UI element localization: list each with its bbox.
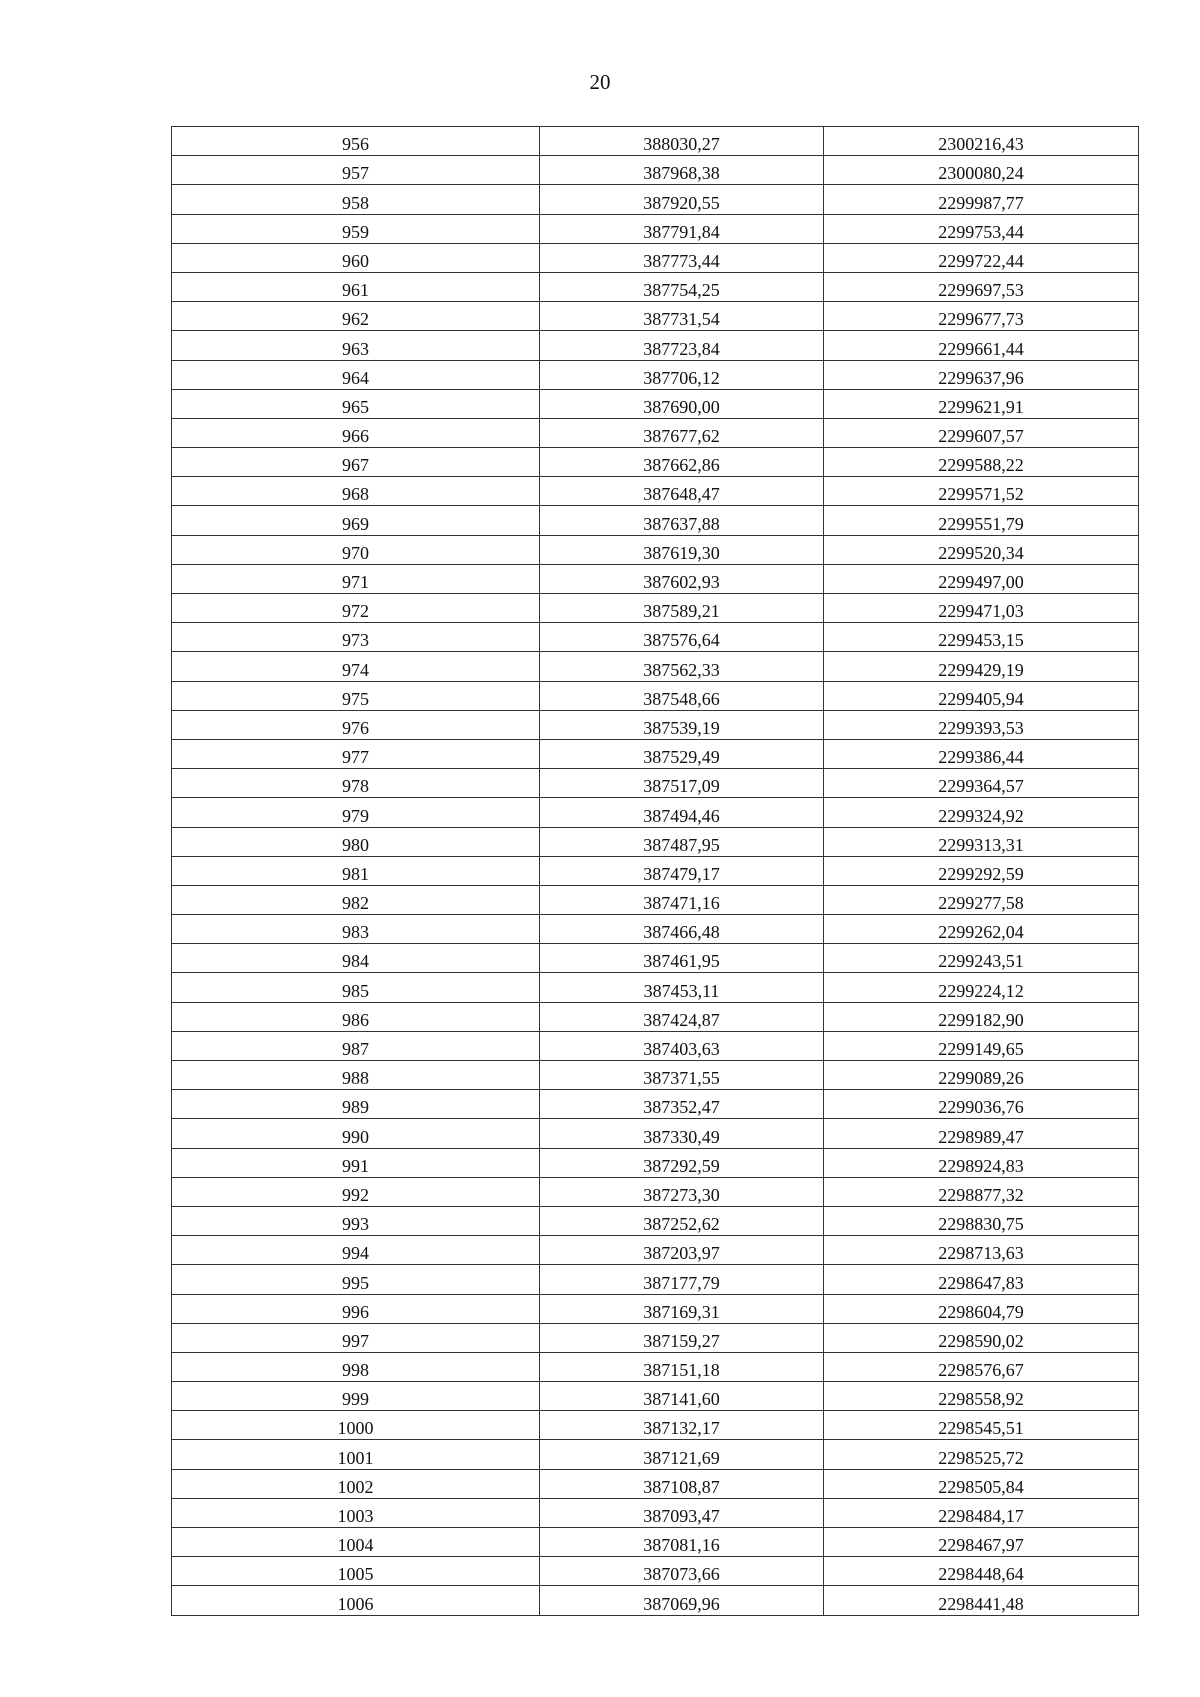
y-coordinate-cell: 2299753,44: [824, 214, 1139, 243]
x-coordinate-cell: 387466,48: [540, 915, 824, 944]
table-row: [172, 156, 1139, 185]
x-coordinate-cell: 387791,84: [540, 214, 824, 243]
table-row: [172, 535, 1139, 564]
y-coordinate-cell: 2298448,64: [824, 1557, 1139, 1586]
y-coordinate-cell: 2299277,58: [824, 885, 1139, 914]
coordinates-table-body: [172, 127, 1139, 1616]
x-coordinate-cell: 387273,30: [540, 1177, 824, 1206]
y-coordinate-cell: 2299386,44: [824, 739, 1139, 768]
x-coordinate-cell: 387252,62: [540, 1206, 824, 1235]
x-coordinate-cell: 387403,63: [540, 1031, 824, 1060]
point-number-cell: 972: [172, 594, 540, 623]
point-number-cell: 978: [172, 769, 540, 798]
table-row: [172, 1294, 1139, 1323]
point-number-cell: 962: [172, 302, 540, 331]
point-number-cell: 987: [172, 1031, 540, 1060]
table-row: [172, 1119, 1139, 1148]
x-coordinate-cell: 387494,46: [540, 798, 824, 827]
y-coordinate-cell: 2298830,75: [824, 1206, 1139, 1235]
y-coordinate-cell: 2299588,22: [824, 448, 1139, 477]
y-coordinate-cell: 2299149,65: [824, 1031, 1139, 1060]
x-coordinate-cell: 387706,12: [540, 360, 824, 389]
x-coordinate-cell: 387121,69: [540, 1440, 824, 1469]
table-row: [172, 710, 1139, 739]
y-coordinate-cell: 2298989,47: [824, 1119, 1139, 1148]
table-row: [172, 127, 1139, 156]
table-row: [172, 1498, 1139, 1527]
x-coordinate-cell: 387069,96: [540, 1586, 824, 1615]
x-coordinate-cell: 387548,66: [540, 681, 824, 710]
table-row: [172, 1148, 1139, 1177]
point-number-cell: 959: [172, 214, 540, 243]
x-coordinate-cell: 387723,84: [540, 331, 824, 360]
x-coordinate-cell: 387576,64: [540, 623, 824, 652]
y-coordinate-cell: 2299313,31: [824, 827, 1139, 856]
y-coordinate-cell: 2298505,84: [824, 1469, 1139, 1498]
y-coordinate-cell: 2298647,83: [824, 1265, 1139, 1294]
table-row: [172, 506, 1139, 535]
table-row: [172, 1557, 1139, 1586]
table-row: [172, 915, 1139, 944]
point-number-cell: 997: [172, 1323, 540, 1352]
y-coordinate-cell: 2299697,53: [824, 272, 1139, 301]
point-number-cell: 990: [172, 1119, 540, 1148]
y-coordinate-cell: 2299520,34: [824, 535, 1139, 564]
y-coordinate-cell: 2299571,52: [824, 477, 1139, 506]
y-coordinate-cell: 2298441,48: [824, 1586, 1139, 1615]
point-number-cell: 996: [172, 1294, 540, 1323]
y-coordinate-cell: 2299262,04: [824, 915, 1139, 944]
y-coordinate-cell: 2298484,17: [824, 1498, 1139, 1527]
x-coordinate-cell: 387352,47: [540, 1090, 824, 1119]
point-number-cell: 998: [172, 1352, 540, 1381]
x-coordinate-cell: 387330,49: [540, 1119, 824, 1148]
y-coordinate-cell: 2299393,53: [824, 710, 1139, 739]
point-number-cell: 1004: [172, 1528, 540, 1557]
table-row: [172, 185, 1139, 214]
point-number-cell: 966: [172, 418, 540, 447]
y-coordinate-cell: 2298924,83: [824, 1148, 1139, 1177]
point-number-cell: 965: [172, 389, 540, 418]
x-coordinate-cell: 387517,09: [540, 769, 824, 798]
x-coordinate-cell: 387731,54: [540, 302, 824, 331]
table-row: [172, 885, 1139, 914]
point-number-cell: 1002: [172, 1469, 540, 1498]
y-coordinate-cell: 2298713,63: [824, 1236, 1139, 1265]
point-number-cell: 986: [172, 1002, 540, 1031]
y-coordinate-cell: 2298877,32: [824, 1177, 1139, 1206]
x-coordinate-cell: 387487,95: [540, 827, 824, 856]
x-coordinate-cell: 387371,55: [540, 1061, 824, 1090]
y-coordinate-cell: 2298467,97: [824, 1528, 1139, 1557]
table-row: [172, 856, 1139, 885]
point-number-cell: 976: [172, 710, 540, 739]
y-coordinate-cell: 2299497,00: [824, 564, 1139, 593]
point-number-cell: 975: [172, 681, 540, 710]
y-coordinate-cell: 2299722,44: [824, 243, 1139, 272]
table-row: [172, 739, 1139, 768]
x-coordinate-cell: 387773,44: [540, 243, 824, 272]
y-coordinate-cell: 2299471,03: [824, 594, 1139, 623]
point-number-cell: 958: [172, 185, 540, 214]
table-row: [172, 448, 1139, 477]
point-number-cell: 982: [172, 885, 540, 914]
x-coordinate-cell: 387424,87: [540, 1002, 824, 1031]
table-row: [172, 1352, 1139, 1381]
x-coordinate-cell: 387461,95: [540, 944, 824, 973]
point-number-cell: 989: [172, 1090, 540, 1119]
point-number-cell: 1005: [172, 1557, 540, 1586]
point-number-cell: 992: [172, 1177, 540, 1206]
x-coordinate-cell: 387471,16: [540, 885, 824, 914]
y-coordinate-cell: 2299453,15: [824, 623, 1139, 652]
coordinates-table: [171, 126, 1139, 1616]
x-coordinate-cell: 387648,47: [540, 477, 824, 506]
table-row: [172, 1323, 1139, 1352]
table-row: [172, 331, 1139, 360]
y-coordinate-cell: 2299292,59: [824, 856, 1139, 885]
y-coordinate-cell: 2299364,57: [824, 769, 1139, 798]
point-number-cell: 967: [172, 448, 540, 477]
table-row: [172, 243, 1139, 272]
point-number-cell: 977: [172, 739, 540, 768]
y-coordinate-cell: 2298590,02: [824, 1323, 1139, 1352]
point-number-cell: 994: [172, 1236, 540, 1265]
point-number-cell: 985: [172, 973, 540, 1002]
point-number-cell: 971: [172, 564, 540, 593]
table-row: [172, 1236, 1139, 1265]
y-coordinate-cell: 2298604,79: [824, 1294, 1139, 1323]
y-coordinate-cell: 2299677,73: [824, 302, 1139, 331]
x-coordinate-cell: 387754,25: [540, 272, 824, 301]
y-coordinate-cell: 2298576,67: [824, 1352, 1139, 1381]
y-coordinate-cell: 2299551,79: [824, 506, 1139, 535]
y-coordinate-cell: 2299182,90: [824, 1002, 1139, 1031]
x-coordinate-cell: 387529,49: [540, 739, 824, 768]
y-coordinate-cell: 2299661,44: [824, 331, 1139, 360]
point-number-cell: 983: [172, 915, 540, 944]
table-row: [172, 1440, 1139, 1469]
x-coordinate-cell: 387662,86: [540, 448, 824, 477]
table-row: [172, 1382, 1139, 1411]
point-number-cell: 1001: [172, 1440, 540, 1469]
table-row: [172, 477, 1139, 506]
x-coordinate-cell: 387690,00: [540, 389, 824, 418]
table-row: [172, 360, 1139, 389]
x-coordinate-cell: 387677,62: [540, 418, 824, 447]
table-row: [172, 302, 1139, 331]
table-row: [172, 944, 1139, 973]
point-number-cell: 999: [172, 1382, 540, 1411]
point-number-cell: 957: [172, 156, 540, 185]
x-coordinate-cell: 387151,18: [540, 1352, 824, 1381]
x-coordinate-cell: 387093,47: [540, 1498, 824, 1527]
x-coordinate-cell: 387108,87: [540, 1469, 824, 1498]
point-number-cell: 991: [172, 1148, 540, 1177]
x-coordinate-cell: 387177,79: [540, 1265, 824, 1294]
x-coordinate-cell: 387453,11: [540, 973, 824, 1002]
y-coordinate-cell: 2299607,57: [824, 418, 1139, 447]
table-row: [172, 623, 1139, 652]
y-coordinate-cell: 2299243,51: [824, 944, 1139, 973]
table-row: [172, 681, 1139, 710]
table-row: [172, 1469, 1139, 1498]
table-row: [172, 1528, 1139, 1557]
y-coordinate-cell: 2299036,76: [824, 1090, 1139, 1119]
table-row: [172, 1031, 1139, 1060]
y-coordinate-cell: 2299224,12: [824, 973, 1139, 1002]
point-number-cell: 974: [172, 652, 540, 681]
x-coordinate-cell: 387920,55: [540, 185, 824, 214]
x-coordinate-cell: 387292,59: [540, 1148, 824, 1177]
table-row: [172, 1586, 1139, 1615]
page-number: 20: [589, 70, 611, 94]
point-number-cell: 1003: [172, 1498, 540, 1527]
table-row: [172, 418, 1139, 447]
point-number-cell: 970: [172, 535, 540, 564]
y-coordinate-cell: 2298558,92: [824, 1382, 1139, 1411]
point-number-cell: 988: [172, 1061, 540, 1090]
x-coordinate-cell: 387968,38: [540, 156, 824, 185]
y-coordinate-cell: 2299637,96: [824, 360, 1139, 389]
x-coordinate-cell: 388030,27: [540, 127, 824, 156]
point-number-cell: 993: [172, 1206, 540, 1235]
x-coordinate-cell: 387159,27: [540, 1323, 824, 1352]
y-coordinate-cell: 2300216,43: [824, 127, 1139, 156]
x-coordinate-cell: 387602,93: [540, 564, 824, 593]
table-row: [172, 1061, 1139, 1090]
table-row: [172, 1002, 1139, 1031]
point-number-cell: 960: [172, 243, 540, 272]
point-number-cell: 956: [172, 127, 540, 156]
table-row: [172, 973, 1139, 1002]
y-coordinate-cell: 2298545,51: [824, 1411, 1139, 1440]
table-row: [172, 1090, 1139, 1119]
table-row: [172, 1177, 1139, 1206]
table-row: [172, 214, 1139, 243]
table-row: [172, 827, 1139, 856]
x-coordinate-cell: 387073,66: [540, 1557, 824, 1586]
point-number-cell: 984: [172, 944, 540, 973]
point-number-cell: 968: [172, 477, 540, 506]
table-row: [172, 798, 1139, 827]
point-number-cell: 1006: [172, 1586, 540, 1615]
table-row: [172, 594, 1139, 623]
point-number-cell: 969: [172, 506, 540, 535]
point-number-cell: 1000: [172, 1411, 540, 1440]
point-number-cell: 980: [172, 827, 540, 856]
x-coordinate-cell: 387169,31: [540, 1294, 824, 1323]
x-coordinate-cell: 387589,21: [540, 594, 824, 623]
table-row: [172, 564, 1139, 593]
y-coordinate-cell: 2299987,77: [824, 185, 1139, 214]
point-number-cell: 995: [172, 1265, 540, 1294]
table-row: [172, 769, 1139, 798]
point-number-cell: 963: [172, 331, 540, 360]
y-coordinate-cell: 2299089,26: [824, 1061, 1139, 1090]
point-number-cell: 964: [172, 360, 540, 389]
point-number-cell: 981: [172, 856, 540, 885]
x-coordinate-cell: 387132,17: [540, 1411, 824, 1440]
point-number-cell: 973: [172, 623, 540, 652]
table-row: [172, 389, 1139, 418]
y-coordinate-cell: 2299405,94: [824, 681, 1139, 710]
table-row: [172, 652, 1139, 681]
x-coordinate-cell: 387619,30: [540, 535, 824, 564]
x-coordinate-cell: 387479,17: [540, 856, 824, 885]
x-coordinate-cell: 387562,33: [540, 652, 824, 681]
y-coordinate-cell: 2298525,72: [824, 1440, 1139, 1469]
table-row: [172, 1265, 1139, 1294]
y-coordinate-cell: 2299621,91: [824, 389, 1139, 418]
x-coordinate-cell: 387539,19: [540, 710, 824, 739]
table-row: [172, 1411, 1139, 1440]
y-coordinate-cell: 2299324,92: [824, 798, 1139, 827]
x-coordinate-cell: 387637,88: [540, 506, 824, 535]
x-coordinate-cell: 387081,16: [540, 1528, 824, 1557]
point-number-cell: 979: [172, 798, 540, 827]
y-coordinate-cell: 2300080,24: [824, 156, 1139, 185]
table-row: [172, 272, 1139, 301]
table-row: [172, 1206, 1139, 1235]
point-number-cell: 961: [172, 272, 540, 301]
x-coordinate-cell: 387203,97: [540, 1236, 824, 1265]
x-coordinate-cell: 387141,60: [540, 1382, 824, 1411]
y-coordinate-cell: 2299429,19: [824, 652, 1139, 681]
